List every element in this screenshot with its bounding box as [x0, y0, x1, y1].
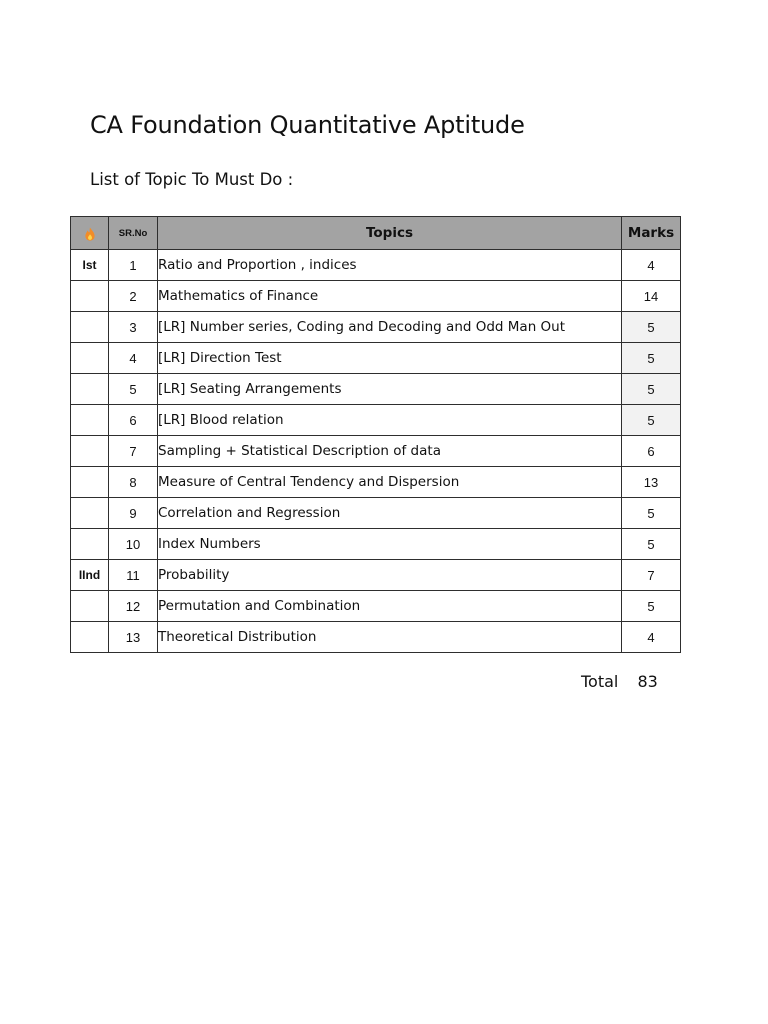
part-cell	[71, 374, 109, 405]
header-row	[71, 217, 681, 250]
part-cell	[71, 529, 109, 560]
header-topics: Topics	[158, 217, 622, 250]
table-row	[71, 498, 681, 529]
marks-cell: 5	[622, 405, 681, 436]
marks-cell: 5	[622, 343, 681, 374]
sr-no-cell: 5	[109, 374, 158, 405]
topic-cell: Sampling + Statistical Description of data	[158, 436, 622, 467]
part-cell	[71, 591, 109, 622]
topic-cell: [LR] Number series, Coding and Decoding and Odd Man Out	[158, 312, 622, 343]
topic-cell: Index Numbers	[158, 529, 622, 560]
flame-icon	[84, 227, 96, 241]
table-row	[71, 312, 681, 343]
sr-no-cell: 9	[109, 498, 158, 529]
topic-cell: Permutation and Combination	[158, 591, 622, 622]
topic-cell: Probability	[158, 560, 622, 591]
topics-table-header	[71, 217, 681, 250]
sr-no-cell: 3	[109, 312, 158, 343]
marks-cell: 13	[622, 467, 681, 498]
part-cell	[71, 622, 109, 653]
table-row	[71, 436, 681, 467]
header-part-cell	[71, 217, 109, 250]
topic-cell: Theoretical Distribution	[158, 622, 622, 653]
sr-no-cell: 2	[109, 281, 158, 312]
marks-cell: 4	[622, 250, 681, 281]
topic-cell: [LR] Blood relation	[158, 405, 622, 436]
marks-cell: 14	[622, 281, 681, 312]
table-row	[71, 281, 681, 312]
part-cell	[71, 436, 109, 467]
table-row	[71, 343, 681, 374]
part-cell	[71, 343, 109, 374]
table-row	[71, 250, 681, 281]
total-value: 83	[637, 672, 658, 691]
total-label: Total	[581, 672, 619, 691]
topic-cell: [LR] Seating Arrangements	[158, 374, 622, 405]
table-row	[71, 622, 681, 653]
marks-cell: 5	[622, 374, 681, 405]
topic-cell: Mathematics of Finance	[158, 281, 622, 312]
part-cell	[71, 467, 109, 498]
part-cell	[71, 312, 109, 343]
marks-cell: 5	[622, 498, 681, 529]
topic-cell: [LR] Direction Test	[158, 343, 622, 374]
table-row	[71, 560, 681, 591]
marks-cell: 4	[622, 622, 681, 653]
sr-no-cell: 12	[109, 591, 158, 622]
topic-cell: Measure of Central Tendency and Dispersion	[158, 467, 622, 498]
marks-cell: 7	[622, 560, 681, 591]
sr-no-cell: 11	[109, 560, 158, 591]
marks-cell: 5	[622, 529, 681, 560]
table-row	[71, 467, 681, 498]
sr-no-cell: 10	[109, 529, 158, 560]
page-subtitle: List of Topic To Must Do :	[90, 170, 294, 189]
total-summary	[581, 672, 658, 691]
sr-no-cell: 6	[109, 405, 158, 436]
table-row	[71, 591, 681, 622]
sr-no-cell: 1	[109, 250, 158, 281]
table-row	[71, 405, 681, 436]
sr-no-cell: 4	[109, 343, 158, 374]
page-title: CA Foundation Quantitative Aptitude	[90, 111, 525, 139]
sr-no-cell: 8	[109, 467, 158, 498]
marks-cell: 6	[622, 436, 681, 467]
topic-cell: Correlation and Regression	[158, 498, 622, 529]
part-cell	[71, 405, 109, 436]
topics-table	[70, 216, 681, 653]
marks-cell: 5	[622, 312, 681, 343]
header-sr-no: SR.No	[109, 217, 158, 250]
topics-table-body	[71, 250, 681, 653]
part-cell	[71, 281, 109, 312]
topic-cell: Ratio and Proportion , indices	[158, 250, 622, 281]
part-cell: Ist	[71, 250, 109, 281]
sr-no-cell: 13	[109, 622, 158, 653]
table-row	[71, 529, 681, 560]
part-cell	[71, 498, 109, 529]
part-cell: IInd	[71, 560, 109, 591]
sr-no-cell: 7	[109, 436, 158, 467]
table-row	[71, 374, 681, 405]
marks-cell: 5	[622, 591, 681, 622]
header-marks: Marks	[622, 217, 681, 250]
